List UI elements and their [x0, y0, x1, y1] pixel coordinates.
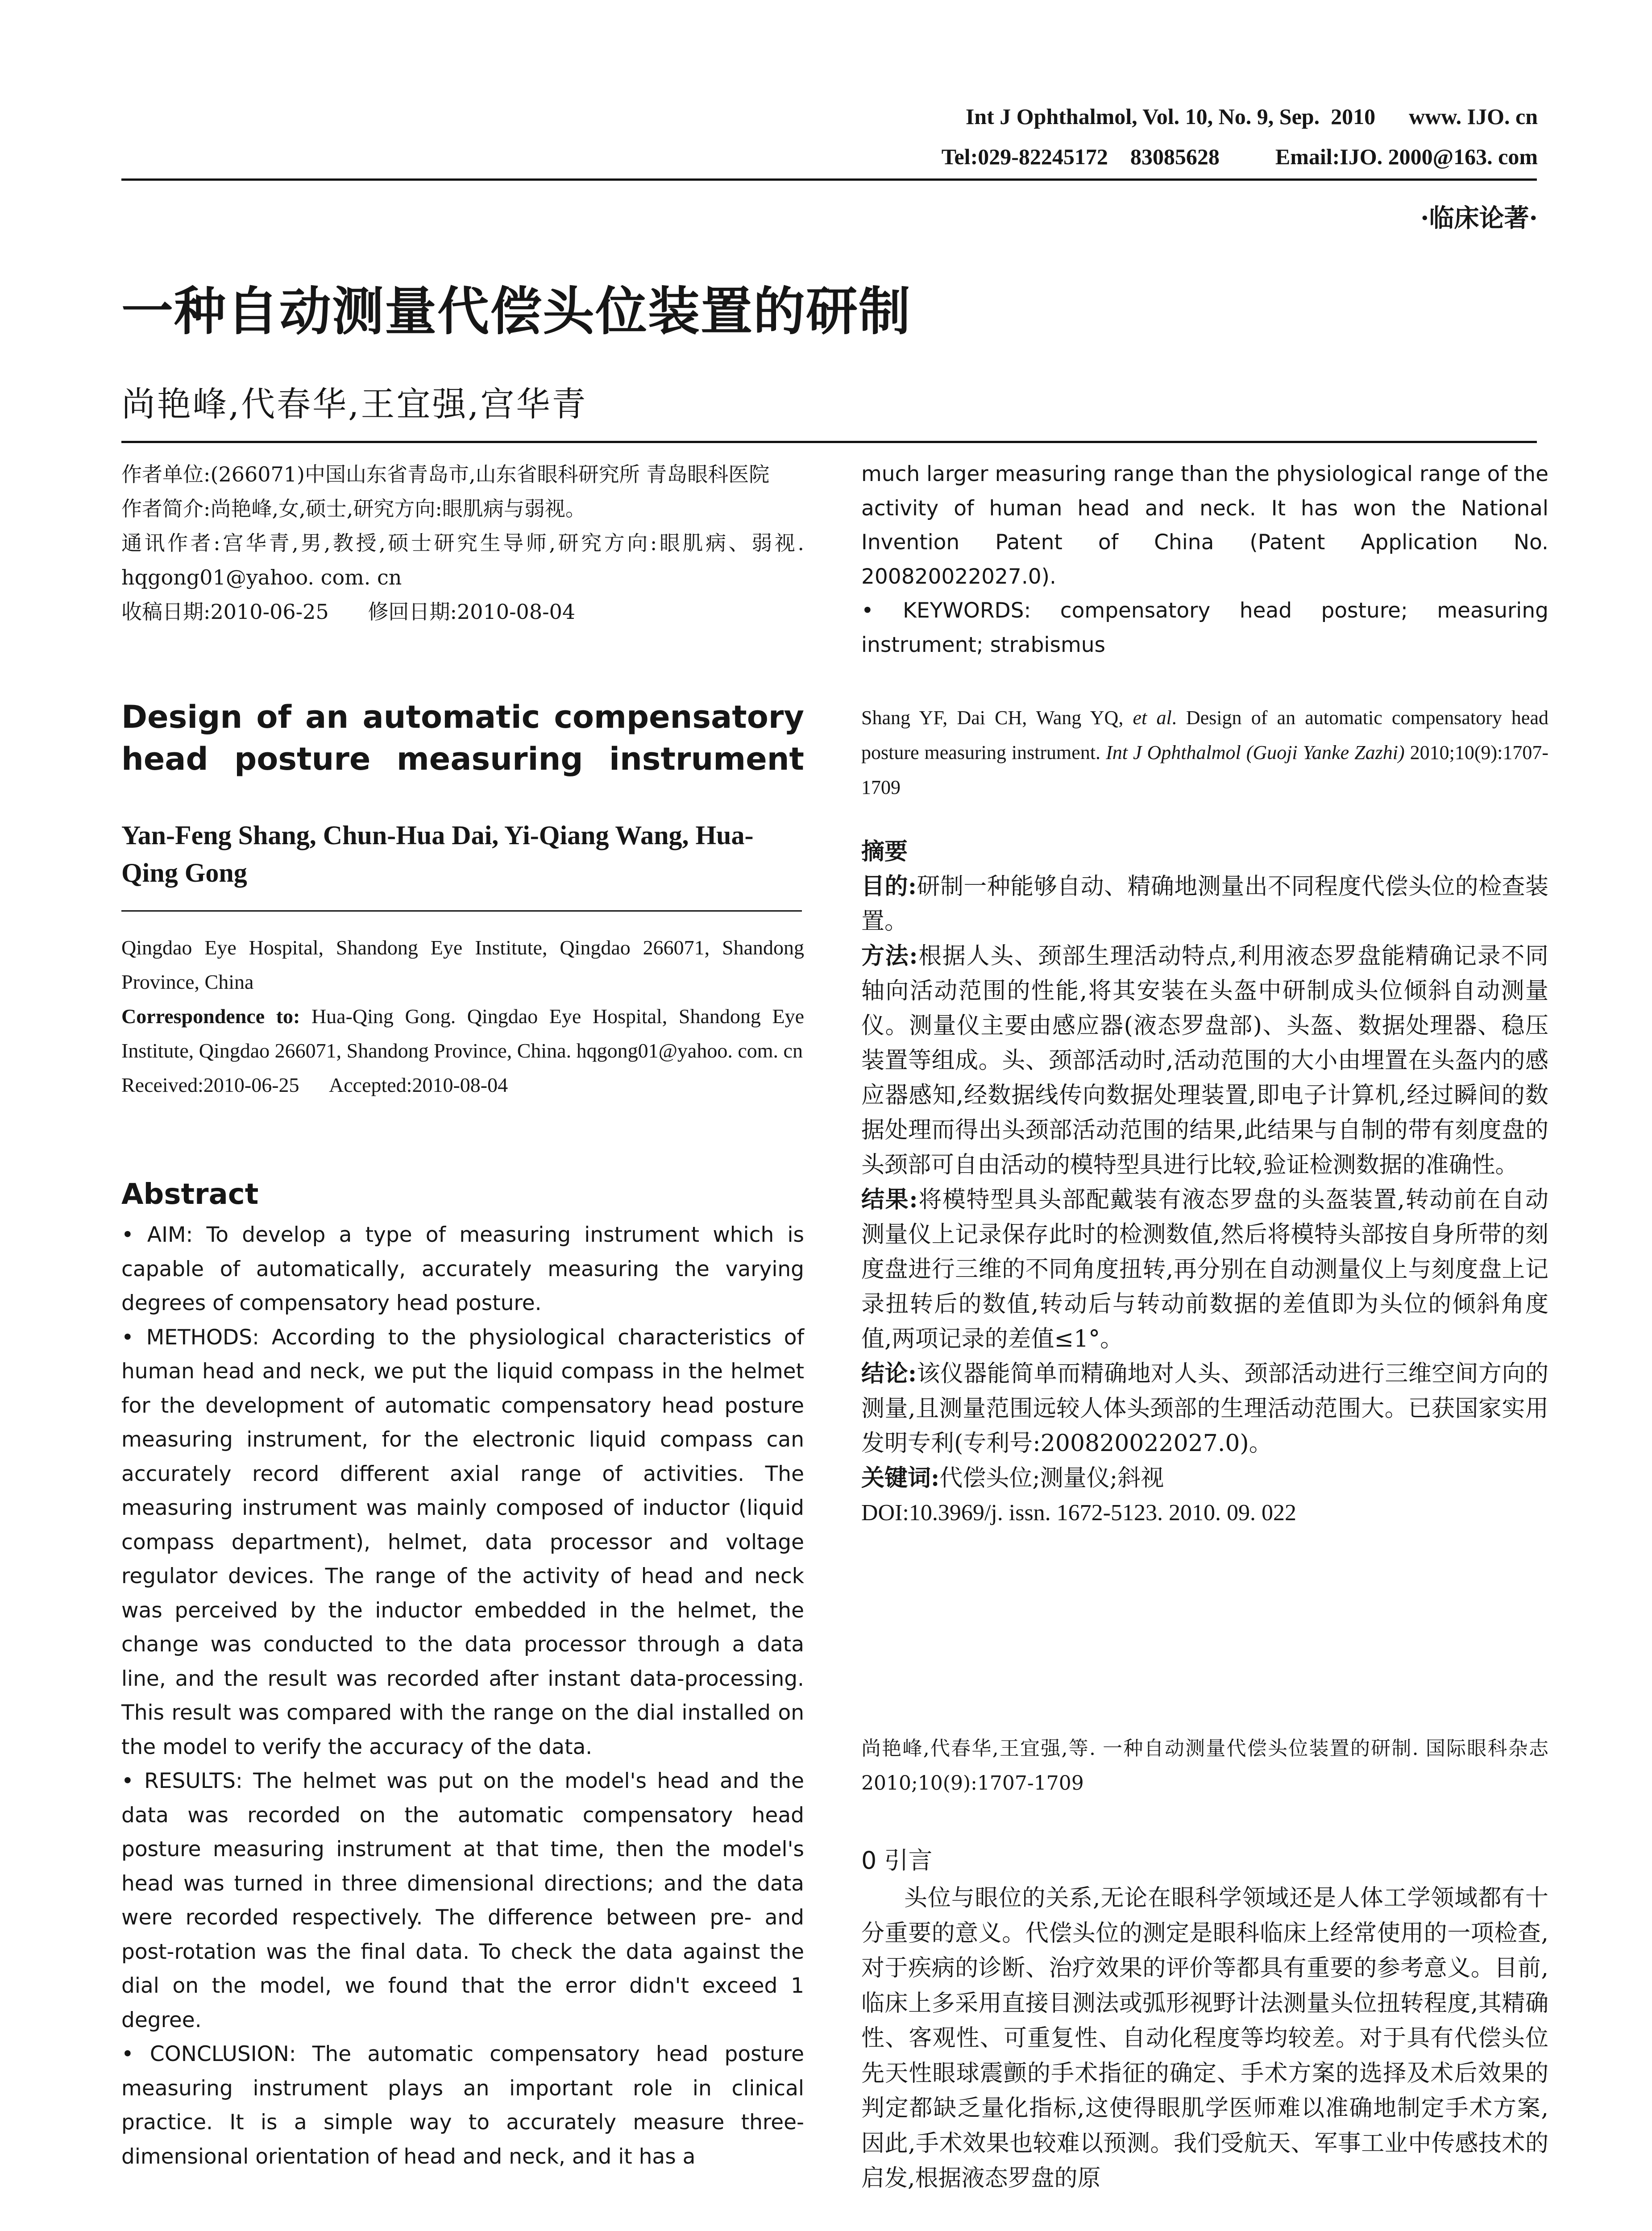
corr-text: Hua-Qing Gong. Qingdao Eye Hospital, Shandong Eye Institute, Qingdao 266071, Shandong Province, China. hqgong01@yahoo. com. cn [121, 1005, 804, 1062]
abstract-cn-heading: 摘要 [861, 838, 908, 865]
affil-en-institution: Qingdao Eye Hospital, Shandong Eye Institute, Qingdao 266071, Shandong Province, China [121, 936, 804, 993]
conclusion-text: 该仪器能简单而精确地对人头、颈部活动进行三维空间方向的测量,且测量范围远较人体头颈部的生理活动范围大。已获国家实用发明专利(专利号:200820022027.0)。 [861, 1360, 1548, 1457]
affiliation-cn [121, 457, 804, 629]
aim-label: 目的: [861, 873, 917, 900]
affil-corresponding: 通讯作者:宫华青,男,教授,硕士研究生导师,研究方向:眼肌病、弱视. hqgong01@yahoo. com. cn [121, 531, 804, 589]
citation-cn: 尚艳峰,代春华,王宜强,等. 一种自动测量代偿头位装置的研制. 国际眼科杂志 2010;10(9):1707-1709 [861, 1737, 1548, 1795]
title-rule [121, 441, 1537, 443]
abstract-aim: • AIM: To develop a type of measuring instrument which is capable of automatically, accurately measuring the varying degrees of compensatory head posture. [121, 1223, 804, 1315]
citation-etal: et al [1133, 707, 1172, 729]
abstract-cn-results [861, 1182, 1548, 1356]
abstract-keywords: • KEYWORDS: compensatory head posture; measuring instrument; strabismus [861, 598, 1548, 657]
journal-header-line2: Tel:029-82245172 83085628 Email:IJO. 2000@163. com [941, 144, 1538, 169]
citation-mid: . Design of an automatic compensatory head posture measuring instrument. [861, 707, 1548, 763]
corr-label: Correspondence to: [121, 1005, 300, 1028]
authors-rule [121, 910, 802, 912]
abstract-body-left [121, 1218, 804, 2174]
affil-dates: 收稿日期:2010-06-25 修回日期:2010-08-04 [121, 600, 576, 624]
abstract-cn-methods [861, 939, 1548, 1182]
abstract-conclusion-part2: much larger measuring range than the physiological range of the activity of human head and neck. It has won the National Invention Patent of China (Patent Application No. 200820022027.0). [861, 462, 1548, 589]
abstract-cn-conclusion [861, 1356, 1548, 1461]
results-label: 结果: [861, 1186, 918, 1213]
abstract-cn-doi: DOI:10.3969/j. issn. 1672-5123. 2010. 09. 022 [861, 1500, 1296, 1526]
affil-en-dates: Received:2010-06-25 Accepted:2010-08-04 [121, 1074, 508, 1096]
methods-text: 根据人头、颈部生理活动特点,利用液态罗盘能精确记录不同轴向活动范围的性能,将其安装在头盔中研制成头位倾斜自动测量仪。测量仪主要由感应器(液态罗盘部)、头盔、数据处理器、稳压装置等组成。头、颈部活动时,活动范围的大小由埋置在头盔内的感应器感知,经数据线传向数据处理装置,即电子计算机,经过瞬间的数据处理而得出头颈部活动范围的结果,此结果与自制的带有刻度盘的头颈部可自由活动的模特型具进行比较,验证检测数据的准确性。 [861, 943, 1548, 1178]
abstract-methods: • METHODS: According to the physiological characteristics of human head and neck, we put the liquid compass in the helmet for the development of automatic compensatory head posture measuring instrument, for the electronic liquid compass can accurately record different axial range of activities. The measuring instrument was mainly composed of inductor (liquid compass department), helmet, data processor and voltage regulator devices. The range of the activity of head and neck was perceived by the inductor embedded in the helmet, the change was conducted to the data processor through a data line, and the result was recorded after instant data-processing. This result was compared with the range on the dial installed on the model to verify the accuracy of the data. [121, 1325, 804, 1759]
keywords-label: 关键词: [861, 1464, 940, 1492]
authors-cn: 尚艳峰,代春华,王宜强,宫华青 [121, 384, 588, 424]
affil-en-correspondence [121, 999, 804, 1068]
citation-prefix: Shang YF, Dai CH, Wang YQ, [861, 707, 1133, 729]
intro-text: 头位与眼位的关系,无论在眼科学领域还是人体工学领域都有十分重要的意义。代偿头位的测定是眼科临床上经常使用的一项检查,对于疾病的诊断、治疗效果的评价等都具有重要的参考意义。目前,临床上多采用直接目测法或弧形视野计法测量头位扭转程度,其精确性、客观性、可重复性、自动化程度等均较差。对于具有代偿头位先天性眼球震颤的手术指征的确定、手术方案的选择及术后效果的判定都缺乏量化指标,这使得眼肌学医师难以准确地制定手术方案,因此,手术效果也较难以预测。我们受航天、军事工业中传感技术的启发,根据液态罗盘的原 [861, 1885, 1548, 2192]
citation-en [861, 701, 1548, 805]
header-rule [121, 178, 1537, 181]
affil-author-bio: 作者简介:尚艳峰,女,硕士,研究方向:眼肌病与弱视。 [121, 497, 586, 521]
affil-unit: 作者单位:(266071)中国山东省青岛市,山东省眼科研究所 青岛眼科医院 [121, 462, 770, 486]
journal-header-line1: Int J Ophthalmol, Vol. 10, No. 9, Sep. 2010 www. IJO. cn [965, 104, 1538, 129]
authors-en: Yan-Feng Shang, Chun-Hua Dai, Yi-Qiang Wang, Hua-Qing Gong [121, 821, 754, 887]
intro-heading: 0 引言 [861, 1846, 933, 1874]
title-en-text: Design of an automatic compensatory head posture measuring instrument [121, 699, 804, 777]
abstract-cn-aim [861, 869, 1548, 939]
title-cn: 一种自动测量代偿头位装置的研制 [121, 281, 911, 342]
abstract-results: • RESULTS: The helmet was put on the model's head and the data was recorded on the automatic compensatory head posture measuring instrument at that time, then the model's head was turned in three dimensional directions; and the data were recorded respectively. The difference between pre- and post-rotation was the final data. To check the data against the dial on the model, we found that the error didn't exceed 1 degree. [121, 1769, 804, 2032]
section-label: ·临床论著· [1420, 203, 1538, 233]
affiliation-en [121, 930, 804, 1102]
title-en [121, 696, 804, 780]
abstract-heading: Abstract [121, 1178, 259, 1211]
methods-label: 方法: [861, 942, 918, 970]
abstract-cn-keywords [861, 1461, 1548, 1496]
citation-journal: Int J Ophthalmol (Guoji Yanke Zazhi) [1106, 742, 1405, 763]
abstract-body-right [861, 457, 1548, 662]
citation-suffix: 2010;10(9):1707-1709 [861, 742, 1549, 798]
keywords-text: 代偿头位;测量仪;斜视 [939, 1465, 1164, 1492]
aim-text: 研制一种能够自动、精确地测量出不同程度代偿头位的检查装置。 [861, 873, 1548, 935]
conclusion-label: 结论: [861, 1360, 917, 1387]
abstract-cn [861, 834, 1548, 1530]
results-text: 将模特型具头部配戴装有液态罗盘的头盔装置,转动前在自动测量仪上记录保存此时的检测数值,然后将模特头部按自身所带的刻度盘进行三维的不同角度扭转,再分别在自动测量仪上与刻度盘上记录扭转后的数值,转动后与转动前数据的差值即为头位的倾斜角度值,两项记录的差值≤1°。 [861, 1186, 1548, 1352]
abstract-conclusion-part1: • CONCLUSION: The automatic compensatory head posture measuring instrument plays an important role in clinical practice. It is a simple way to accurately measure three-dimensional orientation of head and neck, and it has a [121, 2042, 804, 2169]
